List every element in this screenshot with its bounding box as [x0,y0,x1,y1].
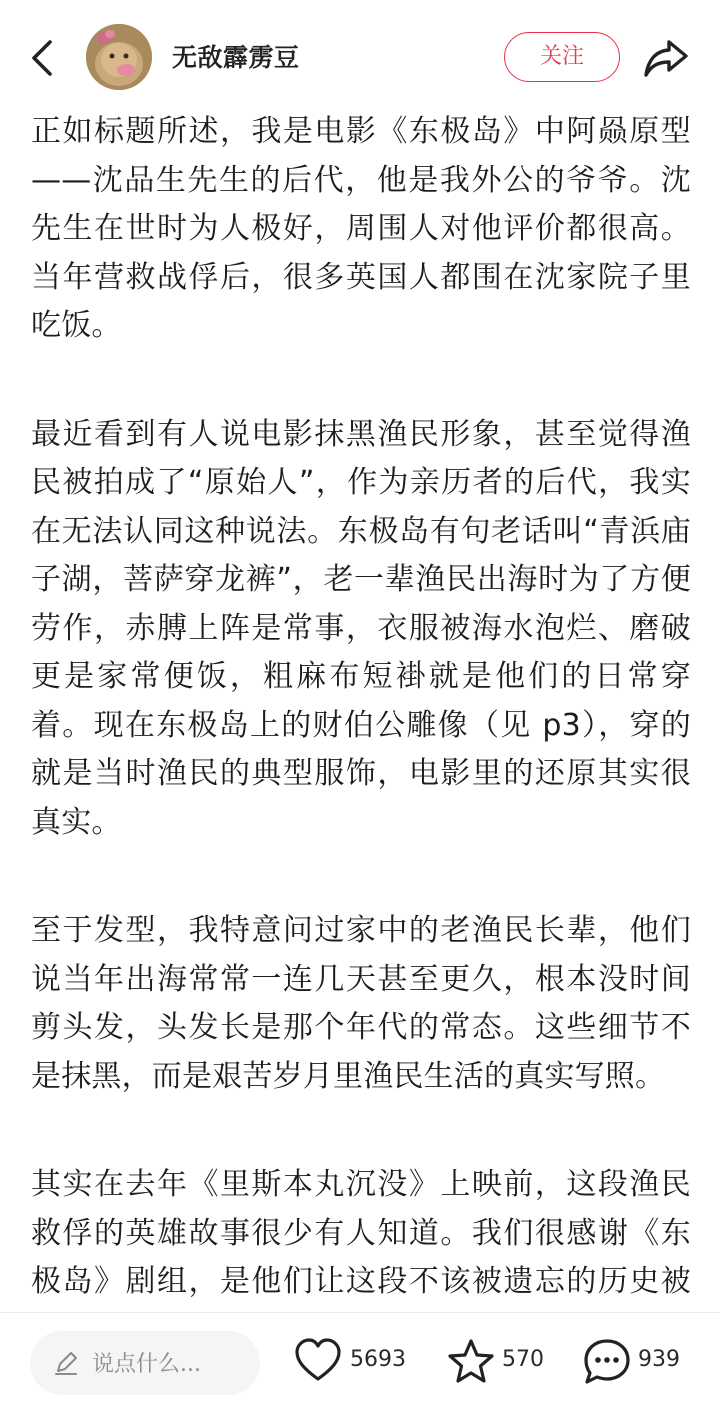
post-paragraph: 至于发型，我特意问过家中的老渔民长辈，他们说当年出海常常一连几天甚至更久，根本没时间剪头发，头发长是那个年代的常态。这些细节不是抹黑，而是艰苦岁月里渔民生活的真实写照。 [31,913,691,1094]
post-paragraph: 正如标题所述，我是电影《东极岛》中阿赑原型——沈品生先生的后代，他是我外公的爷爷。沈先生在世时为人极好，周围人对他评价都很高。当年营救战俘后，很多英国人都围在沈家院子里吃饭。 [31,114,691,343]
collect-button[interactable] [446,1337,556,1387]
username[interactable]: 无敌霹雳豆 [172,43,300,72]
chat-bubble-icon [582,1337,632,1387]
comment-placeholder: 说点什么... [92,1352,201,1377]
top-bar [0,0,720,112]
share-button[interactable] [642,34,690,82]
post-paragraph: 最近看到有人说电影抹黑渔民形象，甚至觉得渔民被拍成了“原始人”，作为亲历者的后代，我实在无法认同这种说法。东极岛有句老话叫“青浜庙子湖，菩萨穿龙裤”，老一辈渔民出海时为了方便劳作，赤膊上阵是常事，衣服被海水泡烂、磨破更是家常便饭，粗麻布短褂就是他们的日常穿着。现在东极岛上的财伯公雕像（见 p3），穿的就是当时渔民的典型服饰，电影里的还原其实很真实。 [31,416,691,840]
like-button[interactable] [294,1337,418,1387]
star-icon [446,1337,496,1387]
avatar[interactable] [86,24,152,90]
comment-count: 939 [638,1347,680,1372]
pencil-icon [52,1349,80,1377]
bottom-bar [0,1312,720,1428]
avatar-image [86,24,152,90]
comment-button[interactable] [582,1337,692,1387]
share-arrow-icon [642,34,690,82]
back-button[interactable] [22,36,66,80]
chevron-left-icon [22,36,66,80]
heart-icon [294,1337,342,1385]
follow-button[interactable]: 关注 [504,32,620,82]
post-content [31,108,691,1415]
post-paragraph: 其实在去年《里斯本丸沉没》上映前，这段渔民救俘的英雄故事很少有人知道。我们很感谢《东极岛》剧组，是他们让这段不该被遗忘的历史被 [31,1167,691,1299]
like-count: 5693 [350,1347,406,1372]
comment-input[interactable] [30,1331,260,1395]
collect-count: 570 [502,1347,544,1372]
